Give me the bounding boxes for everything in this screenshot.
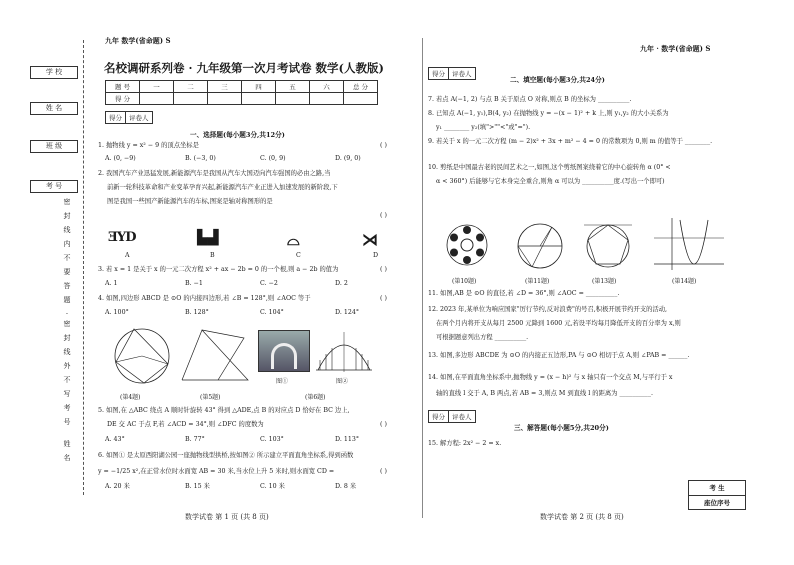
q5-opt-d: D. 113°	[335, 436, 359, 443]
right-page-header: 九年 · 数学(省命题) S	[640, 44, 711, 53]
school-label: 学 校	[45, 68, 63, 76]
q1-stem: 1. 抛物线 y = x² − 9 的顶点坐标是	[98, 142, 199, 149]
grader-reviewer-label: 评卷人	[452, 413, 472, 421]
grader-score-label: 得分	[429, 411, 449, 422]
name-label: 姓 名	[45, 104, 63, 112]
q6-line2: y = −1/25 x²,在正常水位时水面宽 AB = 30 米,当水位上升 5 米时,则水面宽 CD =	[98, 468, 335, 475]
q4-paren: ( )	[380, 295, 387, 302]
fig-caption-q6: (第6题)	[305, 394, 326, 401]
binding-char: 题	[63, 296, 71, 304]
q5-paren: ( )	[380, 421, 387, 428]
score-cell[interactable]	[174, 93, 208, 105]
score-cell[interactable]	[140, 93, 174, 105]
grader-box-2	[428, 67, 476, 80]
binding-char: 不	[63, 376, 71, 384]
score-cell[interactable]	[344, 93, 378, 105]
q7: 7. 若点 A(−1, 2) 与点 B 关于原点 O 对称,则点 B 的坐标为 __________.	[428, 96, 632, 103]
q15: 15. 解方程: 2x² − 2 = x.	[428, 440, 502, 447]
section-2-title: 二、填空题(每小题3分,共24分)	[510, 76, 605, 84]
logo-xpeng-icon: ⋊	[362, 230, 378, 249]
q1-opt-b: B. (−3, 0)	[185, 155, 216, 162]
grader-box-3	[428, 410, 476, 423]
binding-char: 要	[63, 268, 71, 276]
fig-caption-fig2: 图②	[336, 378, 349, 385]
q2-label-b: B	[210, 252, 215, 259]
q2-label-d: D	[373, 252, 379, 259]
class-field[interactable]	[30, 140, 78, 153]
score-cell: 一	[140, 81, 174, 93]
binding-char: 答	[63, 282, 71, 290]
logo-nio-icon: ⌓	[287, 230, 300, 249]
score-cell: 五	[276, 81, 310, 93]
logo-li-icon: ▙▟	[197, 230, 219, 246]
q4-opt-c: C. 104°	[260, 309, 284, 316]
q8-line1: 8. 已知点 A(−1, y₁),B(4, y₂) 在抛物线 y = −(x − 1)² + k 上,则 y₁,y₂ 的大小关系为	[428, 110, 669, 117]
q6-opt-b: B. 15 米	[185, 483, 210, 490]
q4-stem: 4. 如图,四边形 ABCD 是 ⊙O 的内接四边形,若 ∠B = 128°,则 ∠AOC 等于	[98, 295, 311, 302]
fig-caption-q10: (第10题)	[452, 278, 477, 285]
grader-score-label: 得分	[429, 68, 449, 79]
q11: 11. 如图,AB 是 ⊙O 的直径,若 ∠D = 36°,则 ∠AOC = __________.	[428, 290, 620, 297]
q6-paren: ( )	[380, 468, 387, 475]
q1-opt-d: D. (9, 0)	[335, 155, 361, 162]
binding-char: 写	[63, 390, 71, 398]
seat-label-2: 座位序号	[704, 499, 730, 507]
q5-opt-b: B. 77°	[185, 436, 205, 443]
logo-byd-icon: ƎYD	[108, 230, 136, 245]
figure-q13-pentagon	[580, 218, 636, 272]
page-divider	[422, 38, 423, 518]
footer-page-1: 数学试卷 第 1 页 (共 8 页)	[185, 513, 269, 521]
binding-char: 外	[63, 362, 71, 370]
grader-reviewer-label: 评卷人	[452, 70, 472, 78]
q5-line2: DE 交 AC 于点 F,若 ∠ACD = 34°,则 ∠DFC 的度数为	[107, 421, 264, 428]
examno-label: 考 号	[45, 182, 63, 190]
q5-line1: 5. 如图,在 △ABC 绕点 A 顺时针旋转 43° 得到 △ADE,点 B 的对应点 D 恰好在 BC 边上,	[98, 407, 350, 414]
q3-paren: ( )	[380, 266, 387, 273]
figure-q5-triangles	[178, 324, 252, 388]
q6-opt-a: A. 20 米	[105, 483, 130, 490]
q2-paren: ( )	[380, 212, 387, 219]
q3-stem: 3. 若 x = 1 是关于 x 的一元二次方程 x² + ax − 2b = 0 的一个根,则 a − 2b 的值为	[98, 266, 339, 273]
binding-char: 内	[63, 240, 71, 248]
q14-line1: 14. 如图,在平面直角坐标系中,抛物线 y = (x − h)² 与 x 轴只有一个交点 M,与平行于 x	[428, 374, 673, 381]
seat-number-box[interactable]	[688, 480, 746, 510]
section-1-title: 一、选择题(每小题3分,共12分)	[190, 131, 285, 139]
q6-opt-d: D. 8 米	[335, 483, 357, 490]
class-label: 班 级	[45, 142, 63, 150]
section-3-title: 三、解答题(每小题5分,共20分)	[514, 424, 609, 432]
q12-line2: 在两个月内将开支从每月 2500 元降到 1600 元,若设平均每月降低开支的百分率为 x,则	[436, 320, 681, 327]
q5-opt-a: A. 43°	[105, 436, 125, 443]
q12-line3: 可根据题意列出方程 __________.	[436, 334, 529, 341]
binding-char: 考	[63, 404, 71, 412]
q4-opt-d: D. 124°	[335, 309, 359, 316]
score-cell[interactable]	[208, 93, 242, 105]
fig-caption-q4: (第4题)	[120, 394, 141, 401]
score-cell: 六	[310, 81, 344, 93]
binding-char: 密	[63, 320, 71, 328]
q9: 9. 若关于 x 的一元二次方程 (m − 2)x² + 3x + m² − 4 = 0 的常数项为 0,则 m 的值等于 ________.	[428, 138, 713, 145]
grader-score-label: 得分	[106, 112, 126, 123]
seat-label-1: 考 生	[689, 481, 745, 496]
q13: 13. 如图,多边形 ABCDE 为 ⊙O 的内接正五边形,PA 与 ⊙O 相切于点 A,则 ∠PAB = ______.	[428, 352, 690, 359]
figure-q10-papercut	[442, 222, 492, 268]
binding-line	[83, 40, 84, 495]
binding-char: 姓	[63, 440, 71, 448]
fig-caption-fig1: 图①	[276, 378, 289, 385]
q4-opt-a: A. 100°	[105, 309, 129, 316]
q6-line1: 6. 如图① 是太原西阳湖公园一座抛物线型拱桥,按如图② 所示建立平面直角坐标系,得到函数	[98, 452, 354, 459]
figure-q6-bridge-photo	[258, 330, 310, 372]
q12-line1: 12. 2023 年,某单位为响应国家"厉行节约,反对浪费"的号召,积极开展节约开支的活动,	[428, 306, 668, 313]
binding-char: ·	[65, 310, 69, 318]
q2-label-c: C	[296, 252, 301, 259]
grader-box-1	[105, 111, 153, 124]
fig-caption-q5: (第5题)	[200, 394, 221, 401]
q14-line2: 轴的直线 l 交于 A, B 两点,若 AB = 3,则点 M 到直线 l 的距离为 __________.	[436, 390, 653, 397]
score-cell: 总 分	[344, 81, 378, 93]
name-field[interactable]	[30, 102, 78, 115]
examno-field[interactable]	[30, 180, 78, 193]
binding-char: 封	[63, 212, 71, 220]
school-field[interactable]	[30, 66, 78, 79]
binding-char: 号	[63, 418, 71, 426]
score-cell[interactable]	[276, 93, 310, 105]
score-cell: 四	[242, 81, 276, 93]
binding-char: 线	[63, 226, 71, 234]
figure-q11-circle	[508, 220, 572, 272]
q6-opt-c: C. 10 米	[260, 483, 285, 490]
q3-opt-c: C. −2	[260, 280, 278, 287]
figure-q4-circle	[100, 322, 180, 388]
exam-title: 名校调研系列卷 · 九年级第一次月考试卷 数学(人教版)	[104, 61, 384, 75]
q2-label-a: A	[125, 252, 130, 259]
q8-line2: y₁ ________ y₂(填">""<"或"=").	[436, 124, 531, 131]
binding-char: 名	[63, 454, 71, 462]
fig-caption-q13: (第13题)	[592, 278, 617, 285]
q3-opt-d: D. 2	[335, 280, 348, 287]
q4-opt-b: B. 128°	[185, 309, 209, 316]
score-cell[interactable]	[310, 93, 344, 105]
binding-char: 不	[63, 254, 71, 262]
binding-char: 密	[63, 198, 71, 206]
q3-opt-b: B. −1	[185, 280, 203, 287]
binding-char: 封	[63, 334, 71, 342]
q1-paren: ( )	[380, 142, 387, 149]
figure-q6-parabola	[314, 330, 374, 374]
q5-opt-c: C. 103°	[260, 436, 284, 443]
figure-q14-parabola	[650, 216, 728, 272]
fig-caption-q14: (第14题)	[672, 278, 697, 285]
left-page-header: 九年 数学(省命题) S	[105, 36, 171, 45]
q2-line3: 图是我国一些国产新能源汽车的车标,图案是轴对称图形的是	[107, 198, 273, 205]
score-cell: 三	[208, 81, 242, 93]
score-cell[interactable]	[242, 93, 276, 105]
binding-char: 线	[63, 348, 71, 356]
q10-line1: 10. 剪纸是中国最古老的民间艺术之一,如图,这个剪纸图案绕着它的中心旋转角 α (0° <	[428, 164, 671, 171]
score-cell: 得 分	[106, 93, 140, 105]
grader-reviewer-label: 评卷人	[129, 114, 149, 122]
footer-page-2: 数学试卷 第 2 页 (共 8 页)	[540, 513, 624, 521]
q1-opt-c: C. (0, 9)	[260, 155, 286, 162]
q3-opt-a: A. 1	[105, 280, 118, 287]
q1-opt-a: A. (0, −9)	[105, 155, 136, 162]
score-cell: 题 号	[106, 81, 140, 93]
score-cell: 二	[174, 81, 208, 93]
q10-line2: α < 360°) 后能够与它本身完全重合,则角 α 可以为 __________度.(写出一个即可)	[436, 178, 665, 185]
q2-line2: 前新一轮科技革命和产业变革孕育兴起,新能源汽车产业正进入加速发展的新阶段,下	[107, 184, 338, 191]
fig-caption-q11: (第11题)	[525, 278, 550, 285]
q2-line1: 2. 我国汽车产业迅猛发展,新能源汽车是我国从汽车大国迈向汽车强国的必由之路,当	[98, 170, 331, 177]
score-table	[105, 80, 378, 105]
